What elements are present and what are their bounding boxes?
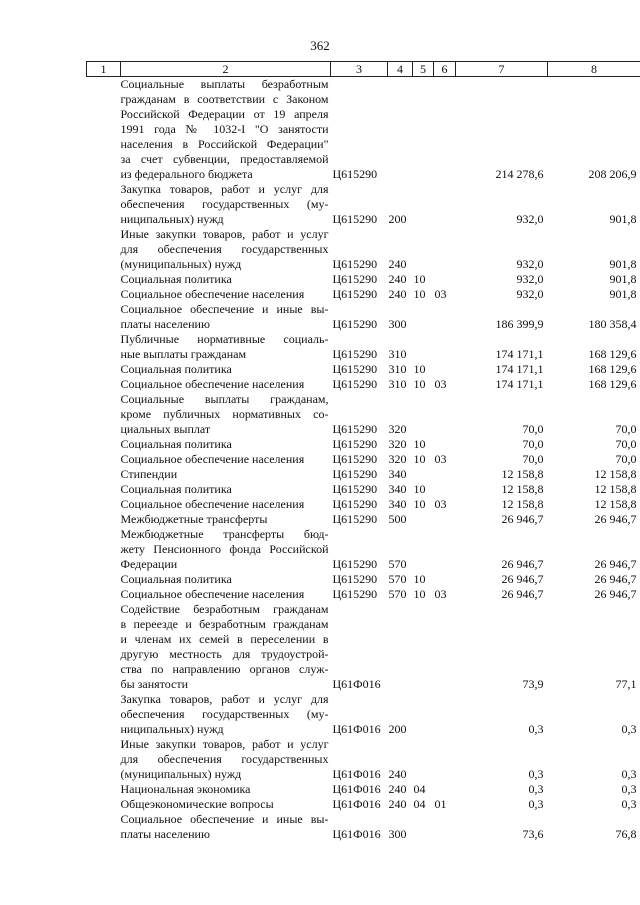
section-code: 10 <box>413 287 426 301</box>
item-name-line: (муниципальных) нужд <box>120 767 242 781</box>
expense-type-code: 320 <box>388 422 407 436</box>
amount-year-2: 180 358,4 <box>588 317 637 331</box>
item-name-line: в переезде и безработным гражданам <box>120 617 329 631</box>
row-number-cell <box>87 587 121 602</box>
item-name-line: Закупка товаров, работ и услуг для <box>120 692 329 706</box>
target-article-code: Ц615290 <box>332 272 378 286</box>
subsection-code <box>434 572 456 587</box>
table-row <box>87 302 640 332</box>
item-name <box>121 527 331 572</box>
item-name-line: Социальная политика <box>120 437 232 451</box>
amount-year-2: 26 946,7 <box>594 512 637 526</box>
amount-year-1: 12 158,8 <box>501 482 544 496</box>
subsection-code: 03 <box>434 287 447 301</box>
item-name <box>121 182 331 227</box>
amount-year-2: 168 129,6 <box>588 362 637 376</box>
item-name-line: Социальная политика <box>120 362 232 376</box>
amount-year-2: 12 158,8 <box>594 482 637 496</box>
amount-year-1: 12 158,8 <box>501 497 544 511</box>
table-row <box>87 332 640 362</box>
item-name-line: Межбюджетные трансферты бюд- <box>120 527 329 541</box>
expense-type-code: 340 <box>388 497 407 511</box>
target-article-code: Ц615290 <box>332 422 378 436</box>
table-row <box>87 692 640 737</box>
amount-year-1: 26 946,7 <box>501 572 544 586</box>
item-name-line: за счет субвенции, предоставляемой <box>120 152 329 166</box>
amount-year-2: 208 206,9 <box>588 167 637 181</box>
item-name <box>121 797 331 812</box>
expense-type-code: 570 <box>388 587 407 601</box>
target-article-code: Ц61Ф016 <box>332 767 381 781</box>
item-name-line: жету Пенсионного фонда Российской <box>120 542 329 556</box>
item-name <box>121 452 331 467</box>
item-name <box>121 587 331 602</box>
amount-year-2: 0,3 <box>621 722 637 736</box>
target-article-code: Ц615290 <box>332 467 378 481</box>
item-name-line: и членам их семей в переселении в <box>120 632 329 646</box>
target-article-code: Ц615290 <box>332 452 378 466</box>
target-article-code: Ц615290 <box>332 362 378 376</box>
item-name-line: Социальная политика <box>120 572 232 586</box>
item-name-line: Социальное обеспечение населения <box>120 377 305 391</box>
row-number-cell <box>87 497 121 512</box>
table-row <box>87 182 640 227</box>
item-name <box>121 572 331 587</box>
target-article-code: Ц61Ф016 <box>332 722 381 736</box>
subsection-code <box>434 272 456 287</box>
expense-type-code: 240 <box>388 287 407 301</box>
table-row <box>87 482 640 497</box>
section-code: 10 <box>413 272 426 286</box>
table-row <box>87 362 640 377</box>
row-number-cell <box>87 362 121 377</box>
amount-year-1: 932,0 <box>516 212 544 226</box>
item-name-line: обеспечения государственных (му- <box>120 197 329 211</box>
table-row <box>87 782 640 797</box>
row-number-cell <box>87 272 121 287</box>
amount-year-2: 12 158,8 <box>594 467 637 481</box>
row-number-cell <box>87 572 121 587</box>
amount-year-1: 26 946,7 <box>501 557 544 571</box>
section-code <box>413 227 434 272</box>
target-article-code: Ц615290 <box>332 557 378 571</box>
table-row <box>87 377 640 392</box>
amount-year-2: 77,1 <box>615 677 637 691</box>
expense-type-code: 500 <box>388 512 407 526</box>
item-name-line: Социальное обеспечение населения <box>120 497 305 511</box>
subsection-code: 03 <box>434 587 447 601</box>
item-name <box>121 737 331 782</box>
section-code <box>413 77 434 183</box>
item-name-line: Российской Федерации от 19 апреля <box>120 107 329 121</box>
subsection-code <box>434 227 456 272</box>
row-number-cell <box>87 782 121 797</box>
subsection-code <box>434 737 456 782</box>
target-article-code: Ц615290 <box>332 437 378 451</box>
subsection-code <box>434 782 456 797</box>
item-name-line: ниципальных) нужд <box>120 212 224 226</box>
subsection-code <box>434 182 456 227</box>
row-number-cell <box>87 332 121 362</box>
expense-type-code <box>388 77 413 183</box>
item-name-line: Публичные нормативные социаль- <box>120 332 329 346</box>
item-name-line: бы занятости <box>120 677 189 691</box>
row-number-cell <box>87 602 121 692</box>
subsection-code <box>434 302 456 332</box>
target-article-code: Ц615290 <box>332 347 378 361</box>
section-code <box>413 602 434 692</box>
item-name-line: 1991 года № 1032-I "О занятости <box>120 122 329 136</box>
amount-year-1: 932,0 <box>516 287 544 301</box>
subsection-code <box>434 692 456 737</box>
item-name-line: для обеспечения государственных <box>120 242 329 256</box>
item-name-line: Содействие безработным гражданам <box>120 602 329 616</box>
subsection-code: 03 <box>434 452 447 466</box>
row-number-cell <box>87 692 121 737</box>
table-row <box>87 587 640 602</box>
target-article-code: Ц61Ф016 <box>332 827 381 841</box>
expense-type-code <box>388 602 413 692</box>
table-row <box>87 452 640 467</box>
expense-type-code: 240 <box>388 782 407 796</box>
item-name <box>121 782 331 797</box>
subsection-code <box>434 77 456 183</box>
section-code <box>413 302 434 332</box>
item-name-line: Межбюджетные трансферты <box>120 512 268 526</box>
expense-type-code: 340 <box>388 467 407 481</box>
amount-year-2: 76,8 <box>615 827 637 841</box>
subsection-code <box>434 812 456 842</box>
amount-year-2: 0,3 <box>621 782 637 796</box>
col-header-8: 8 <box>548 62 640 77</box>
target-article-code: Ц615290 <box>332 317 378 331</box>
item-name-line: платы населению <box>120 827 210 841</box>
row-number-cell <box>87 302 121 332</box>
row-number-cell <box>87 227 121 272</box>
amount-year-1: 70,0 <box>522 437 544 451</box>
amount-year-1: 0,3 <box>528 797 544 811</box>
budget-table <box>86 61 640 842</box>
item-name <box>121 602 331 692</box>
item-name-line: платы населению <box>120 317 210 331</box>
subsection-code: 01 <box>434 797 447 811</box>
col-header-5: 5 <box>413 62 434 77</box>
target-article-code: Ц615290 <box>332 587 378 601</box>
table-header <box>87 62 640 77</box>
section-code: 10 <box>413 362 426 376</box>
item-name <box>121 692 331 737</box>
amount-year-1: 73,9 <box>522 677 544 691</box>
item-name-line: Стипендии <box>120 467 178 481</box>
item-name <box>121 287 331 302</box>
table-row <box>87 797 640 812</box>
subsection-code <box>434 527 456 572</box>
subsection-code: 03 <box>434 377 447 391</box>
section-code: 10 <box>413 482 426 496</box>
expense-type-code: 310 <box>388 377 407 391</box>
col-header-1: 1 <box>87 62 121 77</box>
item-name-line: ства по направлению органов служ- <box>120 662 329 676</box>
table-row <box>87 467 640 482</box>
section-code <box>413 332 434 362</box>
table-row <box>87 77 640 183</box>
item-name <box>121 377 331 392</box>
item-name <box>121 812 331 842</box>
expense-type-code: 240 <box>388 797 407 811</box>
expense-type-code: 310 <box>388 362 407 376</box>
item-name <box>121 482 331 497</box>
section-code: 10 <box>413 497 426 511</box>
expense-type-code: 320 <box>388 452 407 466</box>
item-name <box>121 512 331 527</box>
amount-year-1: 0,3 <box>528 782 544 796</box>
expense-type-code: 570 <box>388 572 407 586</box>
amount-year-1: 26 946,7 <box>501 587 544 601</box>
table-row <box>87 227 640 272</box>
item-name-line: обеспечения государственных (му- <box>120 707 329 721</box>
table-row <box>87 437 640 452</box>
item-name-line: ные выплаты гражданам <box>120 347 247 361</box>
item-name <box>121 227 331 272</box>
amount-year-1: 932,0 <box>516 257 544 271</box>
item-name-line: другую местность для трудоустрой- <box>120 647 329 661</box>
item-name-line: циальных выплат <box>120 422 211 436</box>
section-code: 10 <box>413 572 426 586</box>
amount-year-2: 168 129,6 <box>588 347 637 361</box>
row-number-cell <box>87 467 121 482</box>
target-article-code: Ц615290 <box>332 167 378 181</box>
item-name <box>121 497 331 512</box>
table-row <box>87 602 640 692</box>
item-name-line: Социальное обеспечение и иные вы- <box>120 302 329 316</box>
row-number-cell <box>87 482 121 497</box>
item-name <box>121 467 331 482</box>
amount-year-1: 174 171,1 <box>495 347 544 361</box>
subsection-code <box>434 332 456 362</box>
item-name-line: ниципальных) нужд <box>120 722 224 736</box>
table-body <box>87 77 640 843</box>
subsection-code <box>434 467 456 482</box>
target-article-code: Ц61Ф016 <box>332 677 381 691</box>
col-header-2: 2 <box>121 62 331 77</box>
expense-type-code: 240 <box>388 257 407 271</box>
item-name-line: Федерации <box>120 557 178 571</box>
row-number-cell <box>87 812 121 842</box>
expense-type-code: 240 <box>388 272 407 286</box>
item-name-line: (муниципальных) нужд <box>120 257 242 271</box>
table-row <box>87 737 640 782</box>
amount-year-1: 26 946,7 <box>501 512 544 526</box>
item-name-line: из федерального бюджета <box>120 167 253 181</box>
row-number-cell <box>87 737 121 782</box>
amount-year-2: 901,8 <box>609 287 637 301</box>
item-name <box>121 302 331 332</box>
amount-year-1: 214 278,6 <box>495 167 544 181</box>
amount-year-2: 901,8 <box>609 257 637 271</box>
subsection-code <box>434 602 456 692</box>
target-article-code: Ц61Ф016 <box>332 782 381 796</box>
item-name-line: Социальное обеспечение населения <box>120 287 305 301</box>
row-number-cell <box>87 527 121 572</box>
target-article-code: Ц615290 <box>332 287 378 301</box>
item-name-line: Социальные выплаты безработным <box>120 77 329 91</box>
amount-year-2: 901,8 <box>609 212 637 226</box>
row-number-cell <box>87 452 121 467</box>
section-code <box>413 392 434 437</box>
expense-type-code: 300 <box>388 317 407 331</box>
item-name-line: гражданам в соответствии с Законом <box>120 92 329 106</box>
item-name <box>121 437 331 452</box>
section-code <box>413 527 434 572</box>
row-number-cell <box>87 182 121 227</box>
table-row <box>87 272 640 287</box>
amount-year-1: 174 171,1 <box>495 362 544 376</box>
amount-year-2: 26 946,7 <box>594 587 637 601</box>
table-row <box>87 287 640 302</box>
subsection-code <box>434 392 456 437</box>
subsection-code <box>434 482 456 497</box>
expense-type-code: 340 <box>388 482 407 496</box>
section-code <box>413 512 434 527</box>
table-row <box>87 527 640 572</box>
section-code <box>413 812 434 842</box>
row-number-cell <box>87 77 121 183</box>
subsection-code <box>434 362 456 377</box>
amount-year-1: 70,0 <box>522 422 544 436</box>
section-code: 10 <box>413 437 426 451</box>
item-name-line: Социальная политика <box>120 482 232 496</box>
target-article-code: Ц615290 <box>332 212 378 226</box>
subsection-code: 03 <box>434 497 447 511</box>
item-name-line: Иные закупки товаров, работ и услуг <box>120 737 329 751</box>
section-code: 10 <box>413 587 426 601</box>
col-header-7: 7 <box>456 62 548 77</box>
row-number-cell <box>87 392 121 437</box>
table-row <box>87 572 640 587</box>
row-number-cell <box>87 797 121 812</box>
item-name-line: Социальные выплаты гражданам, <box>120 392 329 406</box>
target-article-code: Ц615290 <box>332 257 378 271</box>
section-code <box>413 467 434 482</box>
target-article-code: Ц615290 <box>332 482 378 496</box>
amount-year-1: 73,6 <box>522 827 544 841</box>
amount-year-2: 26 946,7 <box>594 557 637 571</box>
target-article-code: Ц615290 <box>332 512 378 526</box>
table-row <box>87 812 640 842</box>
amount-year-2: 26 946,7 <box>594 572 637 586</box>
amount-year-1: 932,0 <box>516 272 544 286</box>
item-name-line: для обеспечения государственных <box>120 752 329 766</box>
item-name <box>121 272 331 287</box>
amount-year-2: 901,8 <box>609 272 637 286</box>
section-code <box>413 692 434 737</box>
amount-year-2: 0,3 <box>621 797 637 811</box>
item-name-line: Национальная экономика <box>120 782 251 796</box>
amount-year-1: 0,3 <box>528 722 544 736</box>
item-name <box>121 77 331 183</box>
expense-type-code: 300 <box>388 827 407 841</box>
row-number-cell <box>87 287 121 302</box>
header-row <box>87 62 640 77</box>
expense-type-code: 200 <box>388 212 407 226</box>
item-name <box>121 332 331 362</box>
amount-year-1: 12 158,8 <box>501 467 544 481</box>
section-code: 10 <box>413 377 426 391</box>
target-article-code: Ц61Ф016 <box>332 797 381 811</box>
section-code <box>413 737 434 782</box>
item-name-line: Социальное обеспечение населения <box>120 587 305 601</box>
amount-year-2: 168 129,6 <box>588 377 637 391</box>
item-name-line: населения в Российской Федерации" <box>120 137 329 151</box>
amount-year-2: 70,0 <box>615 452 637 466</box>
item-name-line: Общеэкономические вопросы <box>120 797 274 811</box>
col-header-4: 4 <box>388 62 413 77</box>
item-name-line: Социальное обеспечение и иные вы- <box>120 812 329 826</box>
table-row <box>87 512 640 527</box>
target-article-code: Ц615290 <box>332 572 378 586</box>
section-code: 10 <box>413 452 426 466</box>
amount-year-1: 0,3 <box>528 767 544 781</box>
target-article-code: Ц615290 <box>332 497 378 511</box>
item-name <box>121 362 331 377</box>
item-name-line: Иные закупки товаров, работ и услуг <box>120 227 329 241</box>
amount-year-1: 70,0 <box>522 452 544 466</box>
amount-year-2: 70,0 <box>615 422 637 436</box>
page-number: 362 <box>310 38 330 53</box>
expense-type-code: 570 <box>388 557 407 571</box>
item-name-line: Закупка товаров, работ и услуг для <box>120 182 329 196</box>
expense-type-code: 200 <box>388 722 407 736</box>
target-article-code: Ц615290 <box>332 377 378 391</box>
item-name-line: Социальное обеспечение населения <box>120 452 305 466</box>
expense-type-code: 240 <box>388 767 407 781</box>
section-code <box>413 182 434 227</box>
row-number-cell <box>87 377 121 392</box>
subsection-code <box>434 512 456 527</box>
col-header-3: 3 <box>331 62 388 77</box>
amount-year-1: 174 171,1 <box>495 377 544 391</box>
expense-type-code: 320 <box>388 437 407 451</box>
section-code: 04 <box>413 797 426 811</box>
col-header-6: 6 <box>434 62 456 77</box>
amount-year-2: 0,3 <box>621 767 637 781</box>
amount-year-2: 12 158,8 <box>594 497 637 511</box>
table-row <box>87 497 640 512</box>
item-name-line: кроме публичных нормативных со- <box>120 407 329 421</box>
row-number-cell <box>87 437 121 452</box>
subsection-code <box>434 437 456 452</box>
item-name-line: Социальная политика <box>120 272 232 286</box>
expense-type-code: 310 <box>388 347 407 361</box>
section-code: 04 <box>413 782 426 796</box>
amount-year-1: 186 399,9 <box>495 317 544 331</box>
item-name <box>121 392 331 437</box>
table-row <box>87 392 640 437</box>
amount-year-2: 70,0 <box>615 437 637 451</box>
row-number-cell <box>87 512 121 527</box>
